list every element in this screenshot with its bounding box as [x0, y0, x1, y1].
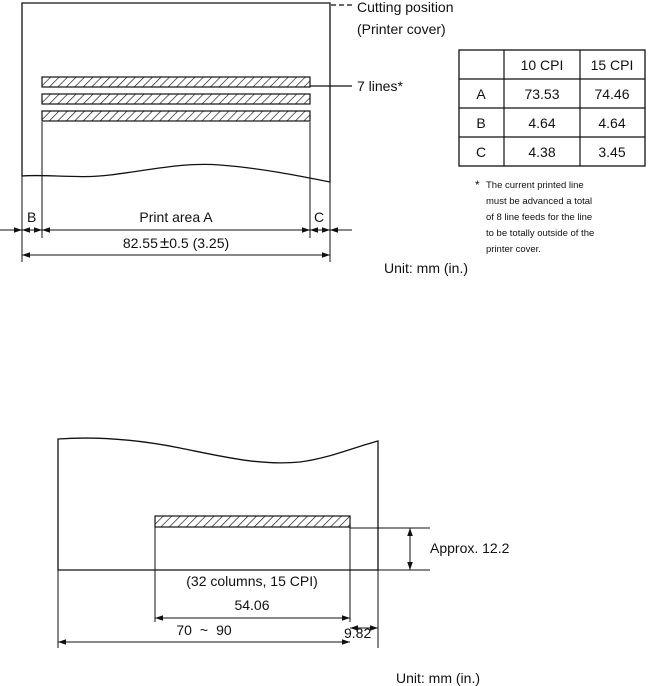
bottom-print-line-bar [155, 516, 350, 527]
columns-note: (32 columns, 15 CPI) [186, 573, 318, 589]
paper-width-sep: ~ [199, 622, 209, 638]
table-row-a-15cpi: 74.46 [594, 86, 630, 102]
table-row-b-label: B [476, 115, 486, 131]
table-header-15cpi: 15 CPI [590, 57, 634, 73]
table-header-10cpi: 10 CPI [520, 57, 564, 73]
paper-width-max: 90 [216, 622, 232, 638]
printer-cover-label: (Printer cover) [357, 21, 446, 37]
cutting-position-label: Cutting position [357, 0, 454, 15]
width-tol-value: 0.5 (3.25) [169, 235, 230, 251]
lines-label: 7 lines [357, 78, 398, 94]
table-row-b-10cpi: 4.64 [528, 115, 556, 131]
table-row-b-15cpi: 4.64 [598, 115, 626, 131]
width-tol-sign: ± [159, 233, 170, 252]
label-c: C [314, 209, 325, 225]
lines-label-group [357, 78, 403, 94]
printed-line-bar-1 [42, 77, 310, 87]
bottom-unit-label: Unit: mm (in.) [396, 670, 480, 686]
bottom-paper-diagram [58, 438, 510, 686]
width-dimension [123, 233, 229, 252]
printed-line-bar-2 [42, 94, 310, 104]
table-row-c-label: C [475, 144, 487, 160]
right-margin-label: 9.82 [344, 625, 372, 641]
table-row-a-label: A [476, 86, 486, 102]
paper-width-min: 70 [176, 622, 192, 638]
paper-width-label [176, 622, 232, 638]
width-dim-value: 82.55 [122, 235, 158, 251]
footnote-line-1: The current printed line [486, 180, 584, 191]
print-width-label: 54.06 [234, 597, 270, 613]
label-b: B [27, 209, 37, 225]
table-row-a-10cpi: 73.53 [524, 86, 560, 102]
footnote-line-2: must be advanced a total [486, 196, 593, 207]
top-paper-outline [22, 3, 330, 182]
top-paper-diagram [0, 0, 468, 276]
bottom-paper-outline [58, 438, 378, 570]
table-row-c-15cpi: 3.45 [598, 144, 626, 160]
footnote-line-4: to be totally outside of the [486, 228, 595, 239]
top-unit-label: Unit: mm (in.) [384, 260, 468, 276]
lines-asterisk: * [397, 78, 403, 94]
footnote-line-3: of 8 line feeds for the line [486, 212, 593, 223]
table-row-c-10cpi: 4.38 [528, 144, 556, 160]
footnote-line-5: printer cover. [486, 244, 541, 255]
footnote-mark: * [475, 178, 480, 192]
approx-height-label: Approx. 12.2 [430, 540, 510, 556]
print-area-label: Print area A [139, 209, 213, 225]
footnote [475, 178, 594, 255]
printed-line-bar-3 [42, 111, 310, 121]
cpi-table [459, 50, 645, 166]
